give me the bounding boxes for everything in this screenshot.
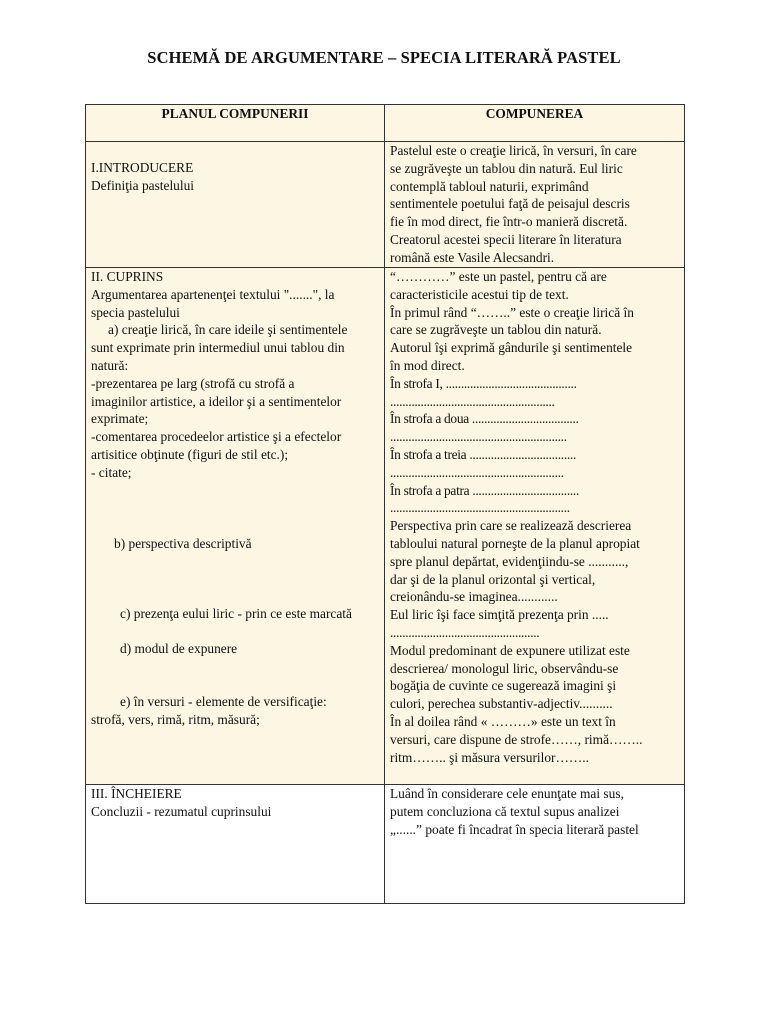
text-a-line: în mod direct. xyxy=(390,357,465,373)
text-d-line: Modul predominant de expunere utilizat este xyxy=(390,642,630,658)
text-a-line: În strofa a patra ................................... xyxy=(390,482,580,498)
point-a-line: sunt exprimate prin intermediul unui tablou din xyxy=(91,340,345,356)
intro-text-line: fie în mod direct, fie într-o manieră discretă. xyxy=(390,214,628,230)
text-a-line: În strofa a treia ................................... xyxy=(390,446,577,462)
cuprins-intro-line: Argumentarea apartenenţei textului ".......", la xyxy=(91,286,335,302)
text-d-line: descrierea/ monologul liric, observându-se xyxy=(390,660,619,676)
text-e-line: ritm…….. şi măsura versurilor…….. xyxy=(390,749,589,765)
point-e-line: e) în versuri - elemente de versificaţie: xyxy=(120,693,327,709)
text-b-line: tabloului natural porneşte de la planul apropiat xyxy=(390,535,640,551)
text-b-line: spre planul depărtat, evidenţiindu-se ..........., xyxy=(390,553,629,569)
text-e-line: În al doilea rând « ………» este un text în xyxy=(390,713,616,729)
point-a-line: artisitice obţinute (figuri de stil etc.); xyxy=(91,446,289,462)
intro-text-line: sentimentele poetului faţă de peisajul descris xyxy=(390,196,630,212)
incheiere-text-line: „......” poate fi încadrat în specia literară pastel xyxy=(390,821,639,837)
text-a-line: care se zugrăveşte un tablou din natură. xyxy=(390,322,602,338)
text-a-line: “…………” este un pastel, pentru că are xyxy=(390,269,607,284)
table-row-incheiere xyxy=(86,785,685,904)
table-row-introducere xyxy=(86,142,685,268)
incheiere-subheading: Concluzii - rezumatul cuprinsului xyxy=(91,803,272,819)
text-a-line: Autorul îşi exprimă gândurile şi sentimentele xyxy=(390,340,633,356)
incheiere-heading: III. ÎNCHEIERE xyxy=(91,786,182,801)
intro-text-line: contemplă tabloul naturii, exprimând xyxy=(390,178,589,194)
intro-heading: I.INTRODUCERE xyxy=(91,160,194,175)
intro-text-line: Pastelul este o creaţie lirică, în versuri, în care xyxy=(390,143,637,158)
point-d-label: d) modul de expunere xyxy=(120,641,238,657)
text-b-line: dar şi de la planul orizontal şi vertical, xyxy=(390,571,596,587)
text-b-line: creionându-se imaginea............ xyxy=(390,589,558,605)
point-a-line: natură: xyxy=(91,357,129,373)
header-plan: PLANUL COMPUNERII xyxy=(86,105,385,142)
intro-plan-cell xyxy=(86,142,385,268)
incheiere-text-line: putem concluziona că textul supus analizei xyxy=(390,803,620,819)
incheiere-plan-cell xyxy=(86,785,385,904)
intro-text-cell xyxy=(385,142,685,268)
intro-text-line: română este Vasile Alecsandri. xyxy=(390,249,555,265)
text-a-line: ......................................................... xyxy=(390,464,564,480)
text-a-line: În primul rând “……..” este o creaţie lirică în xyxy=(390,304,634,320)
incheiere-text-cell xyxy=(385,785,685,904)
point-a-line: -comentarea procedeelor artistice şi a efectelor xyxy=(91,429,342,445)
point-a-line: - citate; xyxy=(91,464,132,480)
header-compunerea: COMPUNEREA xyxy=(385,105,685,142)
intro-text-line: Creatorul acestei specii literare în literatura xyxy=(390,231,622,247)
text-a-line: caracteristicile acestui tip de text. xyxy=(390,286,569,302)
cuprins-plan-cell xyxy=(86,268,385,785)
text-a-line: ........................................................... xyxy=(390,500,570,516)
text-a-line: .......................................................... xyxy=(390,429,567,445)
cuprins-heading: II. CUPRINS xyxy=(91,269,164,284)
text-a-line: În strofa I, ........................................... xyxy=(390,375,577,391)
document-title: SCHEMĂ DE ARGUMENTARE – SPECIA LITERARĂ PASTEL xyxy=(147,48,621,67)
text-a-line: În strofa a doua ................................... xyxy=(390,411,579,427)
text-a-line: ...................................................... xyxy=(390,393,555,409)
incheiere-text-line: Luând în considerare cele enunţate mai sus, xyxy=(390,786,624,801)
text-c-line: ................................................. xyxy=(390,624,540,640)
point-a-line: imaginilor artistice, a ideilor şi a sentimentelor xyxy=(91,393,342,409)
intro-subheading: Definiţia pastelului xyxy=(91,177,195,193)
text-c-line: Eul liric îşi face simţită prezenţa prin ..... xyxy=(390,607,609,623)
point-c-label: c) prezenţa eului liric - prin ce este marcată xyxy=(120,606,352,622)
point-b-label: b) perspectiva descriptivă xyxy=(114,535,252,551)
table-header-row xyxy=(86,105,685,142)
text-b-line: Perspectiva prin care se realizează descrierea xyxy=(390,518,632,534)
table-row-cuprins xyxy=(86,268,685,785)
text-e-line: versuri, care dispune de strofe……, rimă…….. xyxy=(390,731,643,747)
text-d-line: culori, perechea substantiv-adjectiv.......... xyxy=(390,696,613,712)
point-a-line: a) creaţie lirică, în care ideile şi sentimentele xyxy=(108,322,348,338)
cuprins-intro-line: specia pastelului xyxy=(91,304,180,320)
intro-text-line: se zugrăveşte un tablou din natură. Eul liric xyxy=(390,160,623,176)
point-a-line: -prezentarea pe larg (strofă cu strofă a xyxy=(91,375,295,391)
cuprins-text-cell xyxy=(385,268,685,785)
point-e-line: strofă, vers, rimă, ritm, măsură; xyxy=(91,711,260,727)
text-d-line: bogăţia de cuvinte ce sugerează imagini şi xyxy=(390,678,617,694)
argumentation-table xyxy=(85,104,685,904)
point-a-line: exprimate; xyxy=(91,411,149,427)
